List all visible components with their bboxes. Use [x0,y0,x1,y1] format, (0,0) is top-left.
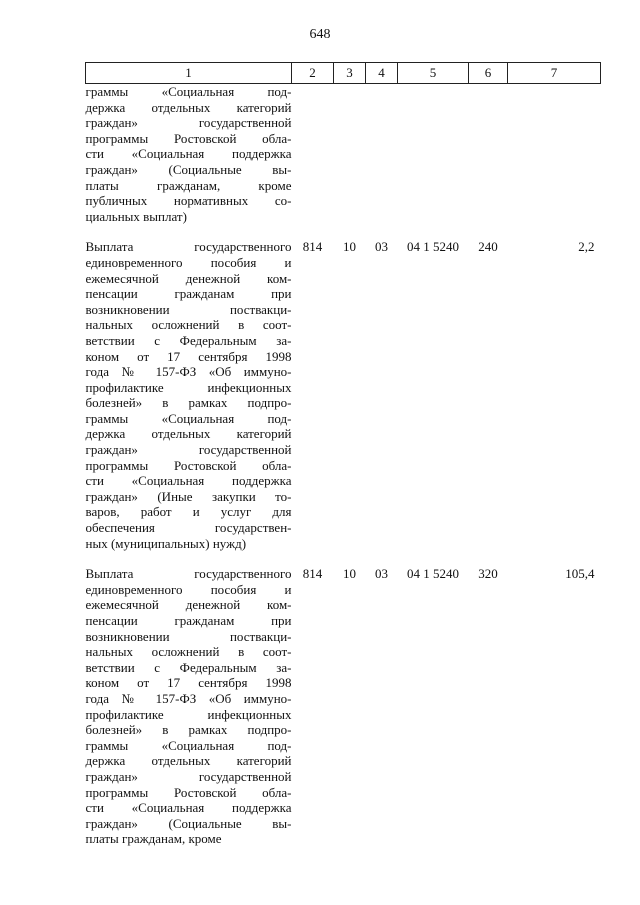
description-line: единовременного пособия и [85,581,292,597]
description-line: граммы «Социальная под- [85,410,292,426]
description-line: граждан» государственной [85,115,292,131]
header-col-6: 6 [469,63,508,84]
description-line: года № 157-ФЗ «Об иммуно- [85,690,292,706]
description-line: возникновении поствакци- [85,301,292,317]
description-line: Выплата государственного [85,239,292,255]
description-line: граммы «Социальная под- [85,737,292,753]
description-line: граждан» государственной [85,442,292,458]
description-line: граждан» (Социальные вы- [85,161,292,177]
description-line: ежемесячной денежной ком- [85,270,292,286]
description-line: сти «Социальная поддержка [85,800,292,816]
row-description [86,84,292,225]
description-line: программы Ростовской обла- [85,130,292,146]
description-line: нальных осложнений в соот- [85,644,292,660]
amount-col-7: 2,2 [578,239,595,255]
description-line: программы Ростовской обла- [85,784,292,800]
description-line: пенсации гражданам при [85,286,292,302]
description-line: ежемесячной денежной ком- [85,597,292,613]
description-line: держка отдельных категорий [85,99,292,115]
code-col-6: 240 [478,239,498,255]
row-description [86,566,292,847]
code-col-4: 03 [375,239,388,255]
table-row [86,84,601,225]
row-gap [86,224,601,239]
description-line: болезней» в рамках подпро- [85,722,292,738]
description-line: обеспечения государствен- [85,520,292,536]
description-line: держка отдельных категорий [85,753,292,769]
description-line: единовременного пособия и [85,254,292,270]
header-col-5: 5 [398,63,469,84]
code-col-5: 04 1 5240 [407,566,459,582]
description-line: профилактике инфекционных [85,706,292,722]
header-row [86,63,601,84]
table-row [86,239,601,551]
description-line: Выплата государственного [85,566,292,582]
description-line: публичных нормативных со- [85,193,292,209]
description-line: платы гражданам, кроме [85,831,222,847]
header-col-2: 2 [292,63,334,84]
page-number: 648 [309,27,331,42]
code-col-6 [469,84,508,225]
description-line: болезней» в рамках подпро- [85,395,292,411]
description-line: циальных выплат) [85,208,187,224]
budget-table [85,62,601,847]
description-line: граммы «Социальная под- [85,84,292,99]
code-col-4 [366,84,398,225]
code-col-5: 04 1 5240 [407,239,459,255]
code-col-5 [398,84,469,225]
amount-col-7: 105,4 [565,566,595,582]
description-line: ных (муниципальных) нужд) [85,535,247,551]
code-col-2 [292,84,334,225]
code-col-2: 814 [302,566,323,582]
code-col-2: 814 [302,239,323,255]
description-line: граждан» государственной [85,768,292,784]
code-col-6: 320 [478,566,498,582]
description-line: граждан» (Иные закупки то- [85,488,292,504]
description-line: платы гражданам, кроме [85,177,292,193]
code-col-4: 03 [375,566,388,582]
description-line: граждан» (Социальные вы- [85,815,292,831]
header-col-3: 3 [334,63,366,84]
description-line: нальных осложнений в соот- [85,317,292,333]
description-line: возникновении поствакци- [85,628,292,644]
header-col-7: 7 [508,63,601,84]
description-line: программы Ростовской обла- [85,457,292,473]
description-line: ветствии с Федеральным за- [85,659,292,675]
description-line: пенсации гражданам при [85,613,292,628]
description-line: года № 157-ФЗ «Об иммуно- [85,364,292,380]
header-col-1: 1 [86,63,292,84]
code-col-3: 10 [343,566,356,582]
description-line: сти «Социальная поддержка [85,473,292,489]
row-description [86,239,292,551]
description-line: сти «Социальная поддержка [85,146,292,162]
description-line: профилактике инфекционных [85,379,292,395]
description-line: коном от 17 сентября 1998 [85,675,292,691]
description-line: варов, работ и услуг для [85,504,292,520]
header-col-4: 4 [366,63,398,84]
description-line: ветствии с Федеральным за- [85,332,292,348]
code-col-3: 10 [343,239,356,255]
table-row [86,566,601,847]
amount-col-7 [508,84,601,225]
description-line: коном от 17 сентября 1998 [85,348,292,364]
description-line: держка отдельных категорий [85,426,292,442]
code-col-3 [334,84,366,225]
row-gap [86,551,601,566]
